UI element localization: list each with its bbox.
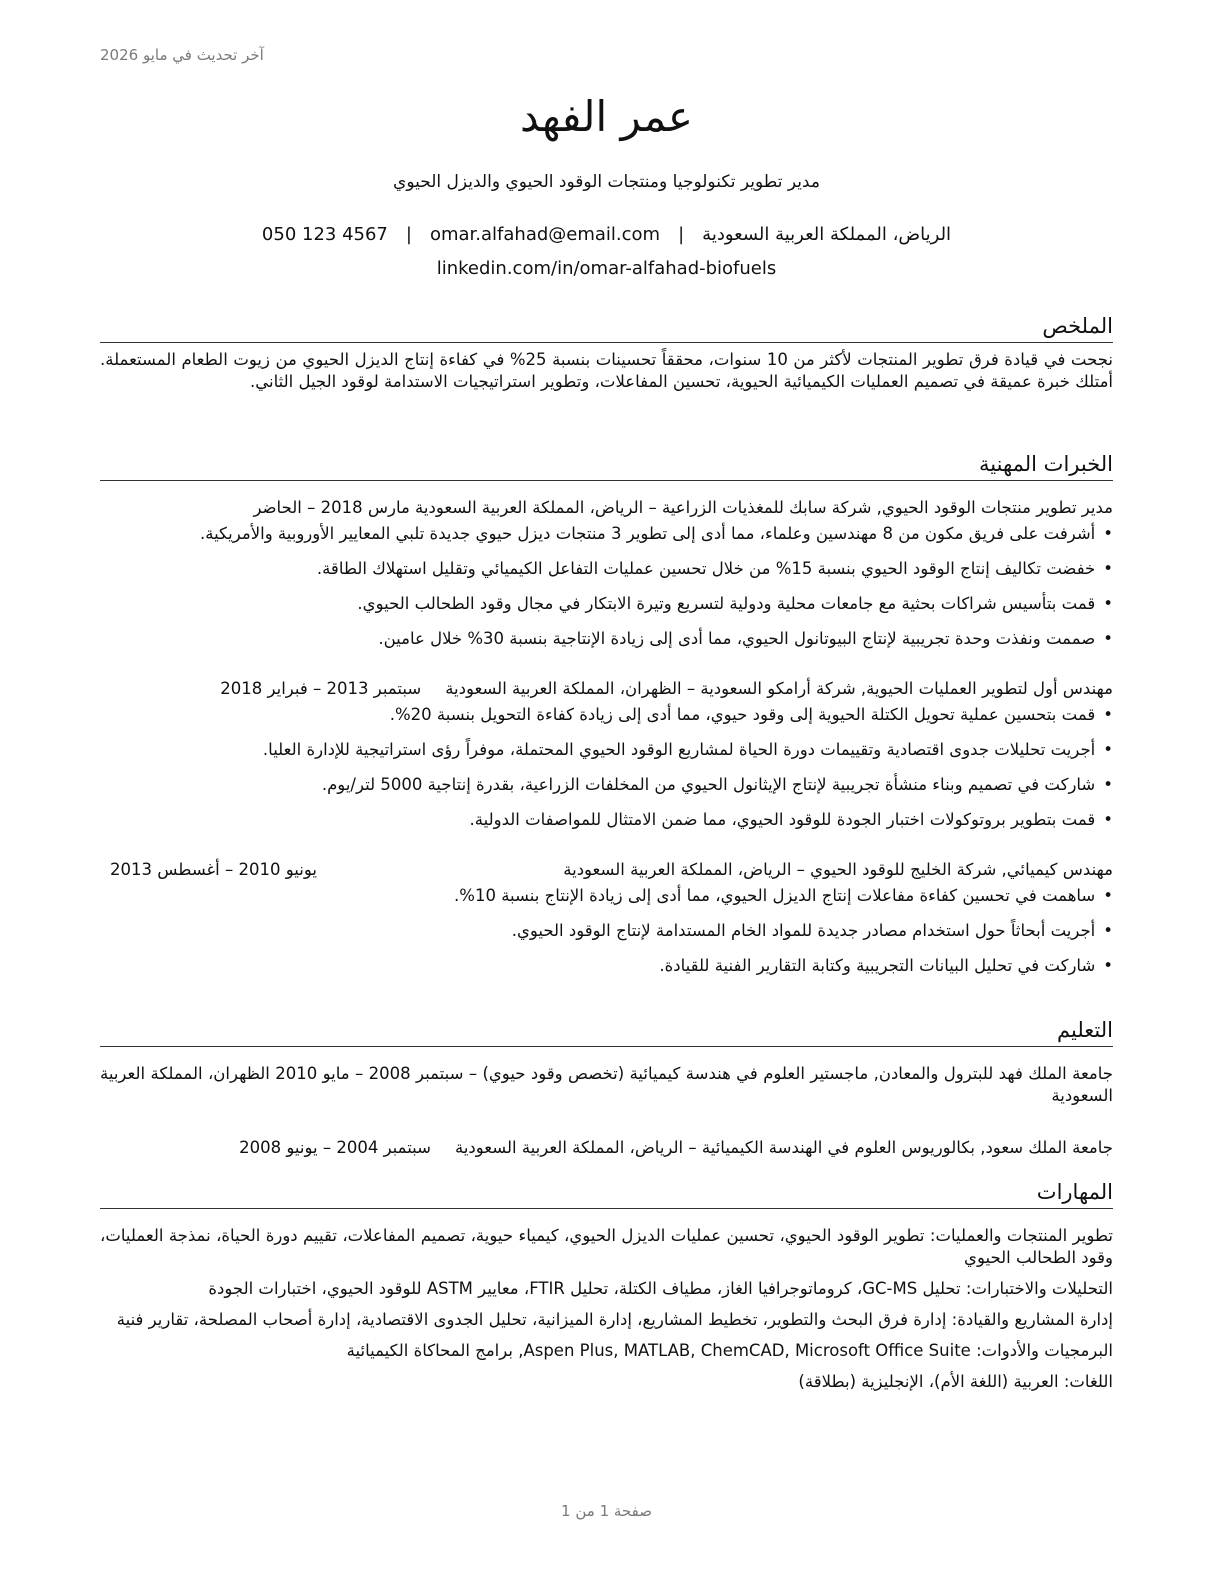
job-role: مهندس كيميائي, شركة الخليج للوقود الحيوي – الرياض، المملكة العربية السعودية — [563, 860, 1113, 879]
contact-line — [100, 224, 1113, 245]
list-item: •شاركت في تحليل البيانات التجريبية وكتابة التقارير الفنية للقيادة. — [659, 956, 1113, 975]
list-item: •أجريت أبحاثاً حول استخدام مصادر جديدة للمواد الخام المستدامة لإنتاج الوقود الحيوي. — [511, 921, 1113, 940]
section-heading: الملخص — [100, 312, 1113, 343]
section-heading: التعليم — [100, 1016, 1113, 1047]
candidate-title: مدير تطوير تكنولوجيا ومنتجات الوقود الحيوي والديزل الحيوي — [393, 172, 820, 192]
section-heading: الخبرات المهنية — [100, 450, 1113, 481]
job-entry — [100, 859, 1113, 977]
contact-email[interactable]: omar.alfahad@email.com — [429, 224, 661, 245]
bullet-icon: • — [1103, 775, 1113, 794]
job-dates: سبتمبر 2013 – فبراير 2018 — [220, 679, 422, 698]
section-heading: المهارات — [100, 1178, 1113, 1209]
contact-location: الرياض، المملكة العربية السعودية — [702, 224, 952, 245]
list-item: •قمت بتأسيس شراكات بحثية مع جامعات محلية ودولية لتسريع وتيرة الابتكار في مجال وقود الطحالب الحيوي. — [357, 594, 1113, 613]
education-degree: جامعة الملك سعود, بكالوريوس العلوم في الهندسة الكيميائية – الرياض، المملكة العربية السعودية — [454, 1138, 1113, 1157]
contact-phone[interactable]: 050 123 4567 — [261, 224, 388, 245]
list-item: •خفضت تكاليف إنتاج الوقود الحيوي بنسبة 15% من خلال تحسين عمليات التفاعل الكيميائي وتقليل استهلاك الطاقة. — [316, 559, 1113, 578]
bullet-icon: • — [1103, 886, 1113, 905]
skill-item: اللغات: العربية (اللغة الأم)، الإنجليزية (بطلاقة) — [798, 1372, 1113, 1391]
linkedin-link[interactable]: linkedin.com/in/omar-alfahad-biofuels — [436, 258, 777, 279]
job-entry — [100, 497, 1113, 650]
skills-section — [100, 1178, 1113, 1402]
job-bullets — [100, 704, 1113, 831]
list-item: •ساهمت في تحسين كفاءة مفاعلات إنتاج الديزل الحيوي، مما أدى إلى زيادة الإنتاج بنسبة 10%. — [454, 886, 1113, 905]
job-header — [100, 859, 1113, 881]
skill-item: التحليلات والاختبارات: تحليل GC-MS، كروماتوجرافيا الغاز، مطياف الكتلة، تحليل FTIR، معايير ASTM للوقود الحيوي، اختبارات الجودة — [208, 1279, 1113, 1298]
list-item: •أجريت تحليلات جدوى اقتصادية وتقييمات دورة الحياة لمشاريع الوقود الحيوي المحتملة، موفراً رؤى استراتيجية للإدارة العليا. — [262, 740, 1113, 759]
list-item: •شاركت في تصميم وبناء منشأة تجريبية لإنتاج الإيثانول الحيوي من المخلفات الزراعية، بقدرة إنتاجية 5000 لتر/يوم. — [321, 775, 1113, 794]
bullet-icon: • — [1103, 740, 1113, 759]
job-header: مدير تطوير منتجات الوقود الحيوي, شركة سابك للمغذيات الزراعية – الرياض، المملكة العربية السعودية مارس 2018 – الحاضر — [253, 498, 1113, 517]
bullet-icon: • — [1103, 705, 1113, 724]
list-item: •أشرفت على فريق مكون من 8 مهندسين وعلماء، مما أدى إلى تطوير 3 منتجات ديزل حيوي جديدة تلبي المعايير الأوروبية والأمريكية. — [199, 524, 1113, 543]
education-item: جامعة الملك فهد للبترول والمعادن, ماجستير العلوم في هندسة كيميائية (تخصص وقود حيوي) – سبتمبر 2008 – مايو 2010 الظهران، المملكة العربية السعودية — [100, 1064, 1113, 1105]
skills-list — [100, 1225, 1113, 1393]
education-section — [100, 1016, 1113, 1159]
job-header — [100, 678, 1113, 700]
skill-item: البرمجيات والأدوات: Aspen Plus, MATLAB, ChemCAD, Microsoft Office Suite, برامج المحاكاة الكيميائية — [346, 1341, 1113, 1360]
skill-item: تطوير المنتجات والعمليات: تطوير الوقود الحيوي، تحسين عمليات الديزل الحيوي، كيمياء حيوية، تصميم المفاعلات، تقييم دورة الحياة، نمذجة العمليات، وقود الطحالب الحيوي — [100, 1226, 1113, 1267]
bullet-icon: • — [1103, 559, 1113, 578]
candidate-name: عمر الفهد — [520, 92, 693, 141]
bullet-icon: • — [1103, 629, 1113, 648]
page-number: صفحة 1 من 1 — [561, 1502, 652, 1520]
summary-text: نجحت في قيادة فرق تطوير المنتجات لأكثر من 10 سنوات، محققاً تحسينات بنسبة 25% في كفاءة إنتاج الديزل الحيوي من زيوت الطعام المستعملة. أمتلك خبرة عميقة في تصميم العمليات الكيميائية الحيوية، تحسين المفاعلات، وتطوير استراتيجيات الاستدامة لوقود الجيل الثاني. — [100, 350, 1113, 391]
resume-page — [100, 0, 1113, 1584]
contact-separator: | — [678, 224, 685, 245]
contact-separator: | — [405, 224, 412, 245]
list-item: •قمت بتطوير بروتوكولات اختبار الجودة للوقود الحيوي، مما ضمن الامتثال للمواصفات الدولية. — [469, 810, 1113, 829]
job-role: مهندس أول لتطوير العمليات الحيوية, شركة أرامكو السعودية – الظهران، المملكة العربية السعودية — [445, 679, 1113, 698]
job-dates: يونيو 2010 – أغسطس 2013 — [110, 860, 317, 879]
job-bullets — [100, 885, 1113, 977]
list-item: •صممت ونفذت وحدة تجريبية لإنتاج البيوتانول الحيوي، مما أدى إلى زيادة الإنتاجية بنسبة 30% خلال عامين. — [378, 629, 1113, 648]
job-bullets — [100, 523, 1113, 650]
job-entry — [100, 678, 1113, 831]
bullet-icon: • — [1103, 594, 1113, 613]
skill-item: إدارة المشاريع والقيادة: إدارة فرق البحث والتطوير، تخطيط المشاريع، إدارة الميزانية، تحليل الجدوى الاقتصادية، إدارة أصحاب المصلحة، تقارير فنية — [116, 1310, 1113, 1329]
bullet-icon: • — [1103, 810, 1113, 829]
bullet-icon: • — [1103, 524, 1113, 543]
education-dates: سبتمبر 2004 – يونيو 2008 — [239, 1138, 431, 1157]
summary-section — [100, 312, 1113, 393]
bullet-icon: • — [1103, 956, 1113, 975]
experience-section — [100, 450, 1113, 990]
last-updated: آخر تحديث في مايو 2026 — [100, 46, 264, 64]
education-item — [100, 1137, 1113, 1159]
list-item: •قمت بتحسين عملية تحويل الكتلة الحيوية إلى وقود حيوي، مما أدى إلى زيادة كفاءة التحويل بنسبة 20%. — [389, 705, 1113, 724]
bullet-icon: • — [1103, 921, 1113, 940]
